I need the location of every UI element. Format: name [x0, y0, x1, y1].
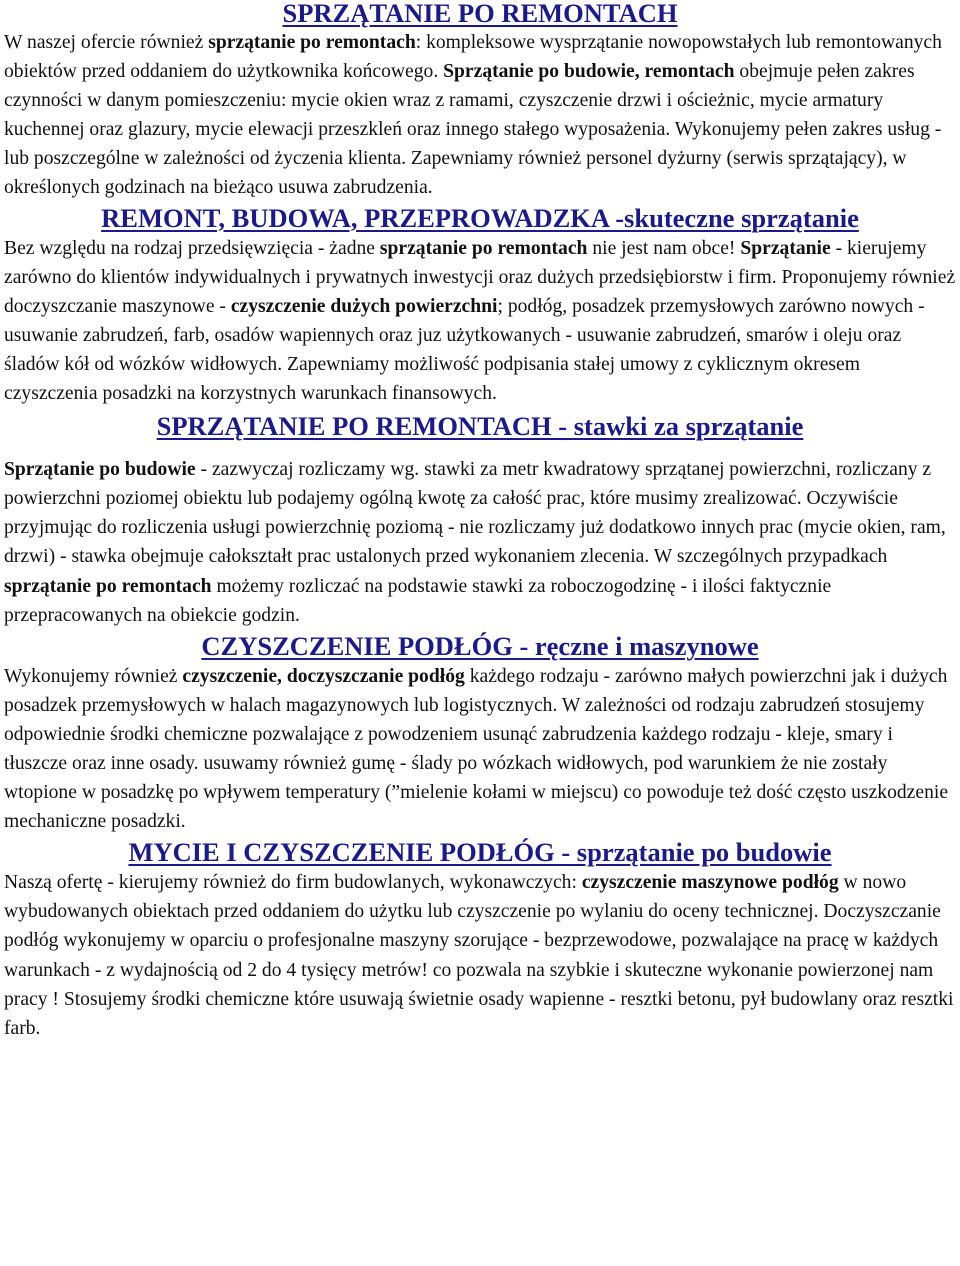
bold-phrase: sprzątanie po remontach: [379, 237, 588, 259]
heading-stawki: SPRZĄTANIE PO REMONTACH - stawki za sprzątanie: [156, 411, 804, 442]
text-run: - zazwyczaj rozliczamy wg. stawki za metr kwadratowy sprzątanej powierzchni, rozliczany z powierzchni poziomej obiektu lub podajemy ogólną kwotę za całość prac, które musimy zrealizować. Oczywiście przyjmując do rozliczenia usługi powierzchnię poziomą - nie rozliczamy już dodatkowo innych prac (mycie okien, ram, drzwi) - stawka obejmuje całokształt prac ustalonych przed wykonaniem zlecenia. W szczególnych przypadkach: [4, 459, 946, 568]
text-run: W naszej ofercie również: [4, 32, 209, 53]
heading-sprzatanie-po-remontach: SPRZĄTANIE PO REMONTACH: [282, 0, 678, 28]
paragraph-intro: [4, 28, 956, 203]
paragraph-mycie: [4, 868, 956, 1043]
text-run: Naszą ofertę - kierujemy również do firm budowlanych, wykonawczych:: [4, 872, 582, 894]
heading-mycie-podlog: MYCIE I CZYSZCZENIE PODŁÓG - sprzątanie po budowie: [128, 837, 832, 868]
text-run: możemy rozliczać na podstawie stawki za roboczogodzinę - i ilości faktycznie przepracowanych na obiekcie godzin.: [4, 575, 832, 626]
heading-remont-budowa: REMONT, BUDOWA, PRZEPROWADZKA -skuteczne sprzątanie: [101, 202, 859, 233]
bold-phrase: czyszczenie maszynowe podłóg: [581, 872, 839, 894]
paragraph-remont: [4, 234, 956, 409]
bold-phrase: Sprzątanie po budowie: [4, 459, 196, 481]
text-run: każdego rodzaju - zarówno małych powierzchni jak i dużych posadzek przemysłowych w halach magazynowych lub logistycznych. W zależności od rodzaju zabrudzeń stosujemy odpowiednie środki chemiczne pozwalające z powodzeniem usunąć zabrudzenia każdego rodzaju - kleje, smary i tłuszcze oraz inne osady. usuwamy również gumę - ślady po wózkach widłowych, pod warunkiem że nie zostały wtopione w posadzkę po wpływem temperatury (”mielenie kołami w miejscu) co powoduje też dość często uszkodzenie mechaniczne posadzki.: [4, 665, 949, 833]
bold-phrase: czyszczenie, doczyszczanie podłóg: [182, 665, 465, 687]
text-run: ; podłóg, posadzek przemysłowych zarówno nowych - usuwanie zabrudzeń, farb, osadów wapiennych oraz juz użytkowanych - usuwanie zabrudzeń, smarów i oleju oraz śladów kół od wózków widłowych. Zapewniamy możliwość podpisania stałej umowy z cyklicznym okresem czyszczenia posadzki na korzystnych warunkach finansowych.: [4, 295, 925, 405]
paragraph-czyszczenie: [4, 662, 956, 837]
bold-phrase: Sprzątanie: [740, 237, 831, 259]
text-run: : kompleksowe wysprzątanie nowopowstałych lub remontowanych obiektów przed oddaniem do użytkownika końcowego.: [4, 32, 942, 83]
document-page: [4, 0, 956, 1043]
text-run: Bez względu na rodzaj przedsięwzięcia - żadne: [4, 237, 380, 259]
heading-czyszczenie-podlog: CZYSZCZENIE PODŁÓG - ręczne i maszynowe: [201, 630, 759, 661]
bold-phrase: Sprzątanie po budowie, remontach: [443, 61, 735, 83]
bold-phrase: czyszczenie dużych powierzchni: [230, 295, 498, 317]
paragraph-stawki: [4, 455, 956, 630]
bold-phrase: sprzątanie po remontach: [4, 575, 212, 597]
text-run: nie jest nam obce!: [587, 237, 741, 259]
text-run: w nowo wybudowanych obiektach przed oddaniem do użytku lub czyszczenie po wylaniu do oceny technicznej. Doczyszczanie podłóg wykonujemy w oparciu o profesjonalne maszyny szorujące - bezprzewodowe, pozwalające na pracę w każdych warunkach - z wydajnością od 2 do 4 tysięcy metrów! co pozwala na szybkie i skuteczne wykonanie powierzonej nam pracy ! Stosujemy środki chemiczne które usuwają świetnie osady wapienne - resztki betonu, pył budowlany oraz resztki farb.: [4, 872, 954, 1039]
bold-phrase: sprzątanie po remontach: [208, 32, 416, 53]
text-run: - kierujemy zarówno do klientów indywidualnych i prywatnych inwestycji oraz dużych przedsiębiorstw i firm. Proponujemy również doczyszczanie maszynowe -: [4, 237, 956, 317]
text-run: obejmuje pełen zakres czynności w danym pomieszczeniu: mycie okien wraz z ramami, czyszczenie drzwi i ościeżnic, mycie armatury kuchennej oraz glazury, mycie elewacji przeszkleń oraz innego stałego wyposażenia. Wykonujemy pełen zakres usług - lub poszczególne w zależności od życzenia klienta. Zapewniamy również personel dyżurny (serwis sprzątający), w określonych godzinach na bieżąco usuwa zabrudzenia.: [4, 61, 942, 199]
text-run: Wykonujemy również: [4, 665, 183, 687]
